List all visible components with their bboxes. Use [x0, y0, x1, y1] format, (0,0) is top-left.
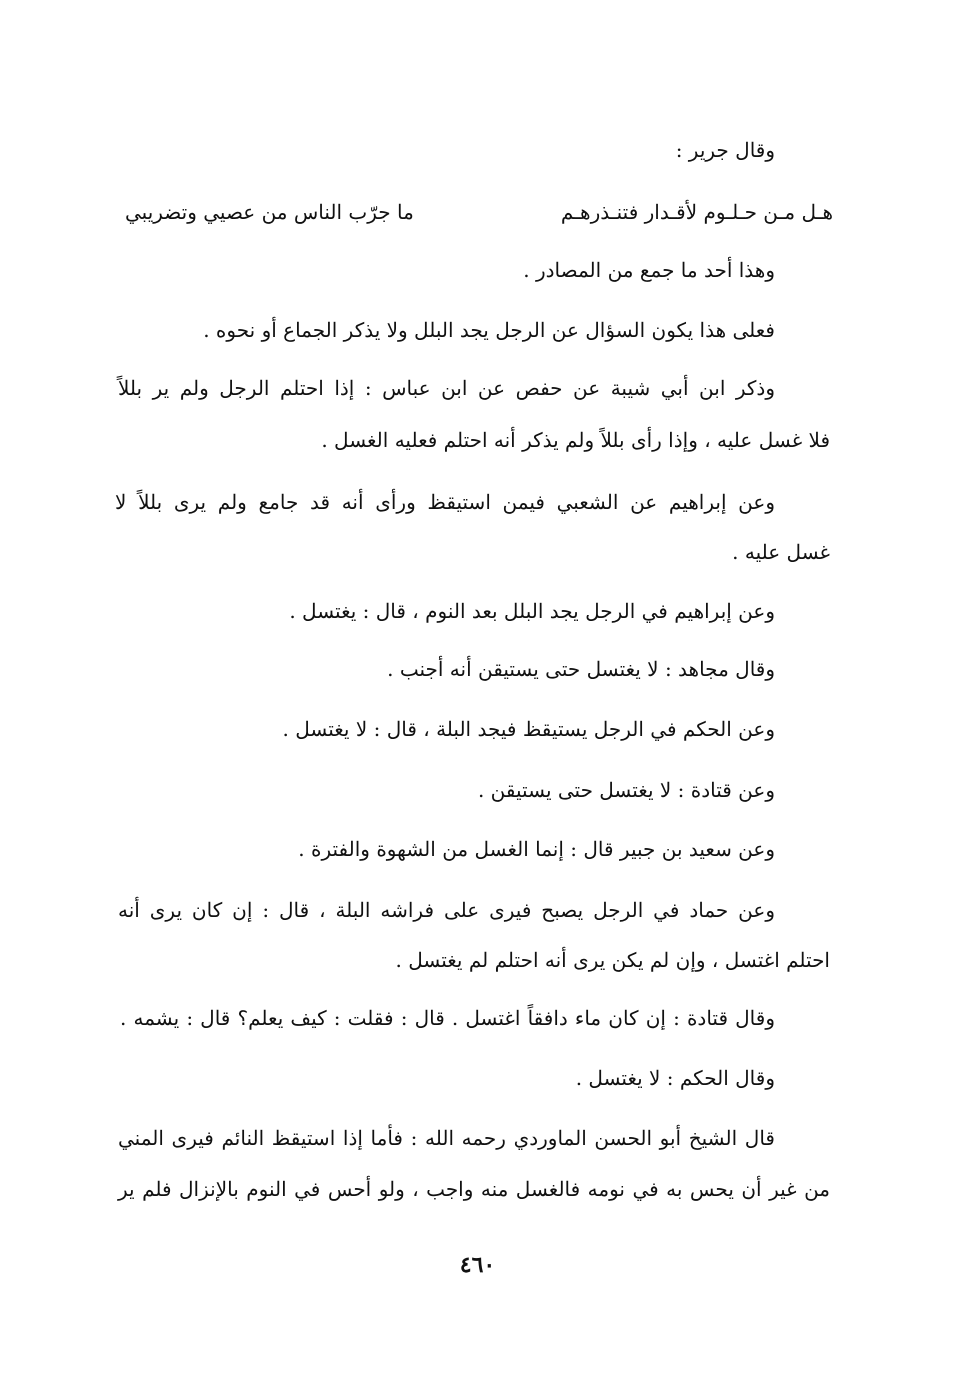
- text-line: فعلى هذا يكون السؤال عن الرجل يجد البلل ولا يذكر الجماع أو نحوه .: [203, 318, 775, 342]
- text-line: وذكر ابن أبي شيبة عن حفص عن ابن عباس : إذا احتلم الرجل ولم ير بللاً: [118, 376, 776, 400]
- text-line: وعن إبراهيم عن الشعبي فيمن استيقظ ورأى أنه قد جامع ولم يرى بللاً لا: [115, 490, 775, 514]
- text-line: وقال جرير :: [675, 138, 775, 162]
- text-line: قال الشيخ أبو الحسن الماوردي رحمه الله : فأما إذا استيقظ النائم فيرى المني: [118, 1126, 775, 1150]
- text-line: من غير أن يحس به في نومه فالغسل منه واجب ، ولو أحس في النوم بالإنزال فلم ير: [118, 1177, 830, 1201]
- text-line: وعن حماد في الرجل يصبح فيرى على فراشه البلة ، قال : إن كان يرى أنه: [118, 898, 775, 922]
- text-line: وعن إبراهيم في الرجل يجد البلل بعد النوم ، قال : يغتسل .: [289, 599, 775, 623]
- text-line: فلا غسل عليه ، وإذا رأى بللاً ولم يذكر أنه احتلم فعليه الغسل .: [321, 428, 830, 452]
- page-number: ٤٦٠: [459, 1252, 496, 1278]
- text-line: وهذا أحد ما جمع من المصادر .: [523, 258, 775, 282]
- text-line: وعن سعيد بن جبير قال : إنما الغسل من الشهوة والفترة .: [298, 837, 775, 861]
- text-line: احتلم اغتسل ، وإن لم يكن يرى أنه احتلم لم يغتسل .: [395, 948, 830, 972]
- text-line: وقال مجاهد : لا يغتسل حتى يستيقن أنه أجنب .: [387, 657, 775, 681]
- verse-second-hemistich: ما جرّب الناس من عصيي وتضريبي: [125, 200, 414, 224]
- text-line: وقال الحكم : لا يغتسل .: [575, 1066, 775, 1090]
- verse-first-hemistich: هـل مـن حـلـوم لأقـدار فتنـذرهـم: [560, 200, 833, 224]
- text-line: وقال قتادة : إن كان ماء دافقاً اغتسل . قال : فقلت : كيف يعلم؟ قال : يشمه .: [120, 1006, 775, 1030]
- text-line: وعن قتادة : لا يغتسل حتى يستيقن .: [477, 778, 775, 802]
- text-line: غسل عليه .: [732, 540, 830, 564]
- text-line: وعن الحكم في الرجل يستيقظ فيجد البلة ، قال : لا يغتسل .: [282, 717, 775, 741]
